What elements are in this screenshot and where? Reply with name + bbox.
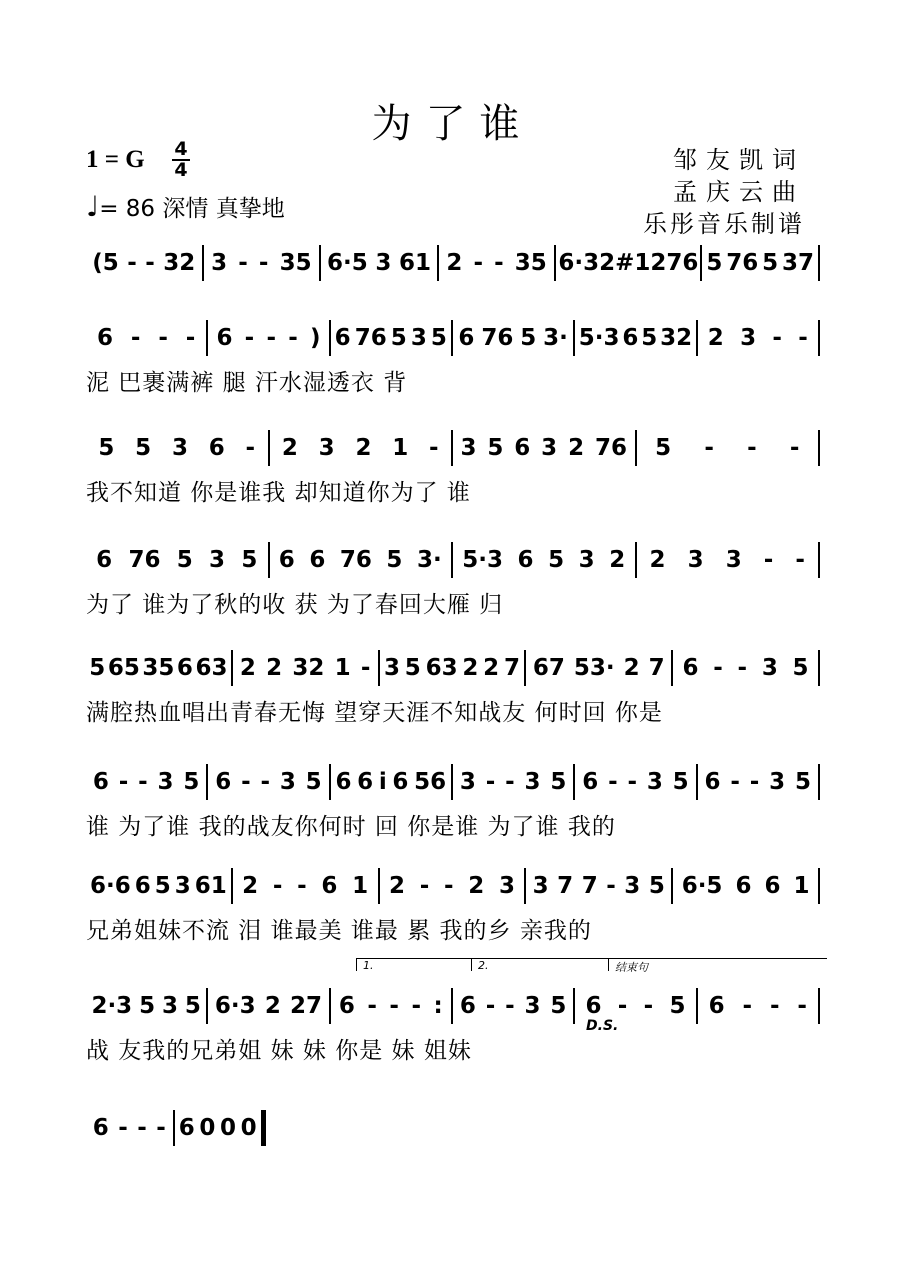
barline <box>818 764 820 800</box>
measure <box>331 993 451 1019</box>
note: 6·5 <box>326 250 368 276</box>
measure <box>575 993 695 1019</box>
note: 27 <box>290 993 323 1019</box>
measure <box>380 873 525 899</box>
note: - <box>737 655 748 681</box>
volta-bracket: 1. <box>356 958 473 971</box>
note: - <box>789 435 800 461</box>
note: 6 <box>392 769 409 795</box>
note: - <box>272 873 283 899</box>
note: 5 <box>139 993 156 1019</box>
note: 6 <box>338 993 355 1019</box>
barline <box>818 868 820 904</box>
note: 5 <box>669 993 686 1019</box>
note: 7 <box>557 873 574 899</box>
note: i <box>378 769 387 795</box>
note: - <box>158 325 168 351</box>
note: 5 <box>98 435 115 461</box>
note: 35 <box>142 655 175 681</box>
note: 56 <box>414 769 447 795</box>
note: 0 <box>240 1115 257 1141</box>
notes-line <box>86 540 820 580</box>
note: 3 <box>769 769 786 795</box>
note: 5 <box>655 435 672 461</box>
note: - <box>742 993 753 1019</box>
lyrics-line: 兄弟姐妹不流 泪 谁最美 谁最 累 我的乡 亲我的 <box>86 918 592 944</box>
note: (5 <box>92 250 119 276</box>
note: 2 <box>462 655 479 681</box>
tempo-marking <box>86 190 285 223</box>
lyrics-line: 我不知道 你是谁我 却知道你为了 谁 <box>86 480 471 506</box>
note: 6 <box>514 435 531 461</box>
note: 32 <box>660 325 693 351</box>
expression-text: 深情 真挚地 <box>162 196 285 222</box>
note: 6 <box>708 993 725 1019</box>
measure <box>575 769 695 795</box>
note: 3 <box>578 547 595 573</box>
note: 3 <box>459 769 476 795</box>
note: - <box>389 993 399 1019</box>
note: 6 <box>334 325 351 351</box>
measure <box>698 325 818 351</box>
note: 2 <box>609 547 626 573</box>
note: 3· <box>543 325 568 351</box>
note: 5 <box>386 547 403 573</box>
notes-line <box>86 866 820 906</box>
note: 5 <box>641 325 658 351</box>
note: - <box>419 873 430 899</box>
note: 7 <box>581 873 598 899</box>
note: - <box>241 769 251 795</box>
note: 6·6 <box>89 873 131 899</box>
note: 5 <box>706 250 723 276</box>
measure <box>270 547 452 573</box>
note: 5 <box>520 325 537 351</box>
note: - <box>798 325 808 351</box>
notes-line <box>86 1108 266 1148</box>
measure <box>208 769 328 795</box>
notes-line <box>86 762 820 802</box>
measure <box>86 435 268 461</box>
note: - <box>749 769 760 795</box>
note: 76 <box>339 547 372 573</box>
note: - <box>145 250 155 276</box>
note: 5 <box>648 873 665 899</box>
note: 3 <box>410 325 427 351</box>
note: 35 <box>514 250 547 276</box>
notes-line <box>86 318 820 358</box>
measure <box>86 325 206 351</box>
note: 2 <box>707 325 724 351</box>
measure <box>556 250 700 276</box>
note: 6 <box>178 1115 195 1141</box>
note: 3 <box>524 993 541 1019</box>
measure <box>439 250 555 276</box>
measure <box>204 250 320 276</box>
note: 67 <box>532 655 565 681</box>
note: 2 <box>281 435 298 461</box>
lyrics-line: 战 友我的兄弟姐 妹 妹 你是 妹 姐妹 <box>86 1038 472 1064</box>
note: - <box>156 1115 166 1141</box>
note: 2 <box>483 655 500 681</box>
note: 76 <box>354 325 387 351</box>
note: 6 <box>335 769 352 795</box>
note: 2 <box>242 873 259 899</box>
note: 61 <box>194 873 227 899</box>
time-signature-bottom: 4 <box>174 159 188 181</box>
note: 6 <box>585 993 602 1019</box>
note: 5 <box>135 435 152 461</box>
note: 6 <box>92 769 109 795</box>
barline <box>261 1110 266 1146</box>
note: 5 <box>404 655 421 681</box>
note: - <box>704 435 714 461</box>
measure <box>208 325 328 351</box>
measure <box>702 250 818 276</box>
barline <box>818 988 820 1024</box>
note: 6·3 <box>214 993 256 1019</box>
note: - <box>617 993 628 1019</box>
note: 3 <box>157 769 174 795</box>
note: 2 <box>599 250 616 276</box>
note: 5 <box>550 769 567 795</box>
note: 5·3 <box>462 547 504 573</box>
note: 0 <box>220 1115 237 1141</box>
note: - <box>795 547 805 573</box>
note: 3 <box>541 435 558 461</box>
note: - <box>608 769 618 795</box>
note: 6 <box>321 873 338 899</box>
volta-bracket: 结束句 <box>608 958 827 971</box>
note: - <box>137 1115 147 1141</box>
note: 5 <box>487 435 504 461</box>
note: 32 <box>292 655 325 681</box>
note: - <box>643 993 654 1019</box>
note: 2·3 <box>91 993 133 1019</box>
lyricist-credit: 邹友凯词 <box>673 146 805 174</box>
note: 1 <box>392 435 409 461</box>
note: 6 <box>582 769 599 795</box>
measure <box>453 325 573 351</box>
lyrics-line: 泥 巴裹满裤 腿 汗水湿透衣 背 <box>86 370 408 396</box>
note: 6 <box>458 325 475 351</box>
time-signature-top: 4 <box>172 140 190 161</box>
note: 3 <box>624 873 641 899</box>
note: 5 <box>184 993 201 1019</box>
note: 5 <box>672 769 689 795</box>
note: 6 <box>517 547 534 573</box>
note: - <box>769 993 780 1019</box>
note: 76 <box>594 435 627 461</box>
note: - <box>118 1115 128 1141</box>
note: #12 <box>615 250 667 276</box>
note: 3· <box>416 547 442 573</box>
notes-line <box>86 986 820 1026</box>
note: 76 <box>128 547 161 573</box>
note: 6 <box>215 769 232 795</box>
note: 6 <box>208 435 225 461</box>
note: 6 <box>309 547 326 573</box>
note: : <box>433 993 443 1019</box>
notes-line <box>86 428 820 468</box>
note: 5 <box>241 547 258 573</box>
note: 2 <box>446 250 463 276</box>
measure <box>86 769 206 795</box>
note: 76 <box>666 250 699 276</box>
measure <box>673 873 818 899</box>
measure <box>526 873 671 899</box>
note: - <box>730 769 740 795</box>
note: - <box>473 250 483 276</box>
measure <box>321 250 437 276</box>
volta-bracket: 2. <box>471 958 610 971</box>
barline <box>818 542 820 578</box>
measure <box>453 435 635 461</box>
note: - <box>429 435 439 461</box>
note: 63 <box>425 655 458 681</box>
measure <box>637 547 819 573</box>
note: 6 <box>459 993 476 1019</box>
measure <box>698 993 818 1019</box>
lyrics-line: 为了 谁为了秋的收 获 为了春回大雁 归 <box>86 592 504 618</box>
note: 6 <box>682 655 699 681</box>
note: - <box>260 769 270 795</box>
note: - <box>297 873 307 899</box>
note: 3 <box>174 873 191 899</box>
measure <box>208 993 328 1019</box>
measure <box>637 435 819 461</box>
note: - <box>485 993 496 1019</box>
note: 3 <box>646 769 663 795</box>
note: 2 <box>388 873 405 899</box>
note: 3 <box>211 250 228 276</box>
note: - <box>138 769 148 795</box>
note: - <box>238 250 248 276</box>
note: 5 <box>430 325 447 351</box>
note: 6·3 <box>558 250 600 276</box>
note: - <box>130 325 141 351</box>
note: 2 <box>468 873 485 899</box>
measure <box>86 1115 173 1141</box>
note: - <box>367 993 377 1019</box>
note: - <box>185 325 196 351</box>
note: 3 <box>383 655 400 681</box>
note: - <box>411 993 421 1019</box>
measure <box>86 250 202 276</box>
note: 2 <box>649 547 666 573</box>
note: - <box>494 250 504 276</box>
note: 1 <box>793 873 810 899</box>
tempo-value: = 86 <box>99 196 156 222</box>
measure <box>526 655 671 681</box>
song-title: 为了谁 <box>371 101 534 147</box>
barline <box>818 245 820 281</box>
note: 6 <box>96 325 113 351</box>
note: 3 <box>279 769 296 795</box>
note: 3 <box>375 250 392 276</box>
barline <box>818 430 820 466</box>
note: 6 <box>357 769 374 795</box>
measure <box>453 993 573 1019</box>
note: - <box>245 435 256 461</box>
note: 2 <box>264 993 281 1019</box>
note: 5 <box>762 250 779 276</box>
note: 63 <box>195 655 228 681</box>
note: - <box>360 655 371 681</box>
barline <box>818 320 820 356</box>
transcriber-credit: 乐彤音乐制谱 <box>643 210 805 238</box>
note: - <box>485 769 496 795</box>
note: 6 <box>278 547 295 573</box>
note: 5 <box>550 993 567 1019</box>
note: 5 <box>89 655 106 681</box>
note: 3 <box>171 435 188 461</box>
measure <box>86 547 268 573</box>
measure <box>698 769 818 795</box>
note: 6·5 <box>681 873 723 899</box>
time-signature <box>172 140 190 180</box>
note: 2 <box>568 435 585 461</box>
note: 6 <box>216 325 233 351</box>
note: 3 <box>318 435 335 461</box>
note: 7 <box>503 655 520 681</box>
note: 76 <box>726 250 759 276</box>
note: - <box>266 325 276 351</box>
note: 3 <box>209 547 226 573</box>
note: 65 <box>107 655 140 681</box>
measure <box>673 655 818 681</box>
note: 3 <box>498 873 515 899</box>
barline <box>818 650 820 686</box>
note: 5 <box>154 873 171 899</box>
note: 2 <box>266 655 283 681</box>
note: - <box>505 769 515 795</box>
note: ) <box>309 325 321 351</box>
lyrics-line: 谁 为了谁 我的战友你何时 回 你是谁 为了谁 我的 <box>86 814 616 840</box>
note: 6 <box>96 547 113 573</box>
note: 2 <box>239 655 256 681</box>
note: 1 <box>352 873 369 899</box>
note: 6 <box>622 325 639 351</box>
note: 35 <box>279 250 312 276</box>
note: 6 <box>764 873 781 899</box>
note: 6 <box>704 769 721 795</box>
note: - <box>118 769 129 795</box>
note: - <box>288 325 298 351</box>
note: 5 <box>176 547 193 573</box>
note: 2 <box>355 435 372 461</box>
note: - <box>797 993 807 1019</box>
note: - <box>747 435 757 461</box>
note: 3 <box>460 435 477 461</box>
notes-line <box>86 648 820 688</box>
measure <box>331 769 451 795</box>
note: 3 <box>740 325 757 351</box>
note: 6 <box>134 873 151 899</box>
note: - <box>763 547 774 573</box>
note: 5·3 <box>578 325 620 351</box>
note: 37 <box>782 250 815 276</box>
note: - <box>606 873 616 899</box>
note: 5 <box>794 769 811 795</box>
note: - <box>772 325 782 351</box>
quarter-note-icon: ♩ <box>86 190 100 223</box>
note: 76 <box>481 325 514 351</box>
dal-segno-mark: D.S. <box>586 1018 619 1034</box>
note: 32 <box>163 250 196 276</box>
measure <box>86 655 231 681</box>
measure <box>331 325 451 351</box>
note: 3 <box>161 993 178 1019</box>
note: 5 <box>183 769 200 795</box>
note: 7 <box>648 655 665 681</box>
measure <box>270 435 452 461</box>
note: - <box>258 250 269 276</box>
note: - <box>127 250 137 276</box>
note: - <box>505 993 515 1019</box>
measure <box>233 655 378 681</box>
note: - <box>443 873 454 899</box>
measure <box>86 873 231 899</box>
measure <box>380 655 525 681</box>
note: - <box>713 655 723 681</box>
note: 5 <box>390 325 407 351</box>
note: 1 <box>334 655 351 681</box>
measure <box>86 993 206 1019</box>
note: 5 <box>548 547 565 573</box>
note: 53· <box>573 655 615 681</box>
composer-credit: 孟庆云曲 <box>673 178 805 206</box>
note: 6 <box>176 655 193 681</box>
note: 3 <box>524 769 541 795</box>
measure <box>453 547 635 573</box>
measure <box>453 769 573 795</box>
key-signature: 1 = G <box>86 146 145 173</box>
note: - <box>244 325 255 351</box>
note: 61 <box>398 250 431 276</box>
measure <box>175 1115 262 1141</box>
note: 5 <box>792 655 809 681</box>
note: 3 <box>761 655 778 681</box>
lyrics-line: 满腔热血唱出青春无悔 望穿天涯不知战友 何时回 你是 <box>86 700 663 726</box>
note: 6 <box>92 1115 109 1141</box>
note: 6 <box>735 873 752 899</box>
note: 2 <box>623 655 640 681</box>
note: 3 <box>725 547 742 573</box>
note: 5 <box>305 769 322 795</box>
note: - <box>627 769 637 795</box>
measure <box>233 873 378 899</box>
notes-line <box>86 243 820 283</box>
note: 0 <box>199 1115 216 1141</box>
note: 3 <box>532 873 549 899</box>
measure <box>575 325 695 351</box>
note: 3 <box>687 547 704 573</box>
